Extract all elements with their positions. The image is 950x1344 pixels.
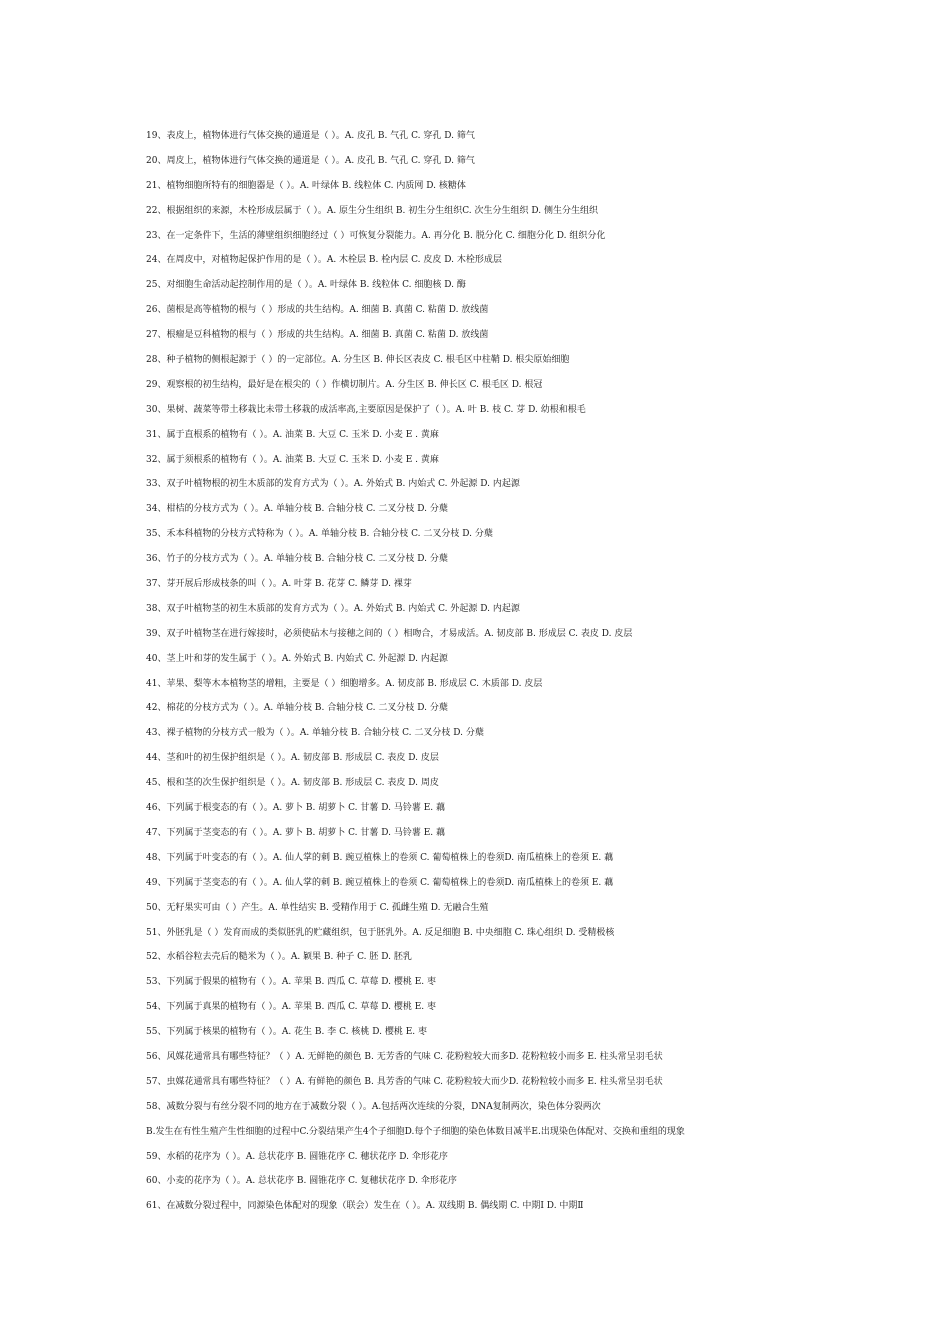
question-line: 46、下列属于根变态的有（ ）。A. 萝卜 B. 胡萝卜 C. 甘薯 D. 马铃薯 E. 藕 <box>146 803 446 814</box>
question-line: 34、柑桔的分枝方式为（ ）。A. 单轴分枝 B. 合轴分枝 C. 二叉分枝 D. 分蘖 <box>146 504 448 515</box>
question-line: 24、在周皮中，对植物起保护作用的是（ ）。A. 木栓层 B. 栓内层 C. 皮皮 D. 木栓形成层 <box>146 255 502 266</box>
question-line: 50、无籽果实可由（ ）产生。A. 单性结实 B. 受精作用于 C. 孤雌生殖 D. 无融合生殖 <box>146 902 489 913</box>
question-line: 21、植物细胞所特有的细胞器是（ ）。A. 叶绿体 B. 线粒体 C. 内质网 D. 核糖体 <box>146 180 466 191</box>
question-line: 52、水稻谷粒去壳后的糙米为（ ）。A. 颖果 B. 种子 C. 胚 D. 胚乳 <box>146 952 412 963</box>
question-line: 57、虫媒花通常具有哪些特征？（ ）A. 有鲜艳的颜色 B. 具芳香的气味 C. 花粉粒较大而少D. 花粉粒较小而多 E. 柱头常呈羽毛状 <box>146 1076 663 1087</box>
question-line: 47、下列属于茎变态的有（ ）。A. 萝卜 B. 胡萝卜 C. 甘薯 D. 马铃薯 E. 藕 <box>146 827 446 838</box>
question-list <box>146 128 846 1223</box>
question-line: 35、禾本科植物的分枝方式特称为（ ）。A. 单轴分枝 B. 合轴分枝 C. 二叉分枝 D. 分蘖 <box>146 529 493 540</box>
question-line: 31、属于直根系的植物有（ ）。A. 油菜 B. 大豆 C. 玉米 D. 小麦 E . 黄麻 <box>146 429 439 440</box>
question-line: B.发生在有性生殖产生性细胞的过程中C.分裂结果产生4个子细胞D.每个子细胞的染色体数目减半E.出现染色体配对、交换和重组的现象 <box>146 1126 685 1137</box>
question-line: 58、减数分裂与有丝分裂不同的地方在于减数分裂（ ）。A.包括两次连续的分裂，DNA复制两次，染色体分裂两次 <box>146 1101 601 1112</box>
question-line: 22、根据组织的来源，木栓形成层属于（ ）。A. 原生分生组织 B. 初生分生组织C. 次生分生组织 D. 侧生分生组织 <box>146 205 598 216</box>
question-line: 59、水稻的花序为（ ）。A. 总状花序 B. 圆锥花序 C. 穗状花序 D. 伞形花序 <box>146 1151 448 1162</box>
question-line: 41、苹果、梨等木本植物茎的增粗，主要是（ ）细胞增多。A. 韧皮部 B. 形成层 C. 木质部 D. 皮层 <box>146 678 543 689</box>
question-line: 33、双子叶植物根的初生木质部的发育方式为（ ）。A. 外始式 B. 内始式 C. 外起源 D. 内起源 <box>146 479 520 490</box>
question-line: 32、属于须根系的植物有（ ）。A. 油菜 B. 大豆 C. 玉米 D. 小麦 E . 黄麻 <box>146 454 439 465</box>
question-line: 40、茎上叶和芽的发生属于（ ）。A. 外始式 B. 内始式 C. 外起源 D. 内起源 <box>146 653 448 664</box>
question-line: 51、外胚乳是（ ）发育而成的类似胚乳的贮藏组织，包于胚乳外。A. 反足细胞 B. 中央细胞 C. 珠心组织 D. 受精极核 <box>146 927 615 938</box>
question-line: 27、根瘤是豆科植物的根与（ ）形成的共生结构。A. 细菌 B. 真菌 C. 粘菌 D. 放线菌 <box>146 330 489 341</box>
question-line: 60、小麦的花序为（ ）。A. 总状花序 B. 圆锥花序 C. 复穗状花序 D. 伞形花序 <box>146 1176 457 1187</box>
question-line: 25、对细胞生命活动起控制作用的是（ ）。A. 叶绿体 B. 线粒体 C. 细胞核 D. 酶 <box>146 280 466 291</box>
question-line: 39、双子叶植物茎在进行嫁接时，必须使砧木与接穗之间的（ ）相吻合，才易成活。A. 韧皮部 B. 形成层 C. 表皮 D. 皮层 <box>146 628 633 639</box>
question-line: 20、周皮上，植物体进行气体交换的通道是（ ）。A. 皮孔 B. 气孔 C. 穿孔 D. 筛气 <box>146 155 475 166</box>
question-line: 61、在减数分裂过程中，同源染色体配对的现象（联会）发生在（ ）。A. 双线期 B. 偶线期 C. 中期Ⅰ D. 中期Ⅱ <box>146 1201 584 1212</box>
question-line: 45、根和茎的次生保护组织是（ ）。A. 韧皮部 B. 形成层 C. 表皮 D. 周皮 <box>146 778 439 789</box>
question-line: 43、裸子植物的分枝方式一般为（ ）。A. 单轴分枝 B. 合轴分枝 C. 二叉分枝 D. 分蘖 <box>146 728 484 739</box>
question-line: 48、下列属于叶变态的有（ ）。A. 仙人掌的刺 B. 豌豆植株上的卷须 C. 葡萄植株上的卷须D. 南瓜植株上的卷须 E. 藕 <box>146 852 614 863</box>
question-line: 44、茎和叶的初生保护组织是（ ）。A. 韧皮部 B. 形成层 C. 表皮 D. 皮层 <box>146 753 439 764</box>
question-line: 29、观察根的初生结构，最好是在根尖的（ ）作横切制片。A. 分生区 B. 伸长区 C. 根毛区 D. 根冠 <box>146 379 543 390</box>
question-line: 55、下列属于核果的植物有（ ）。A. 花生 B. 李 C. 核桃 D. 樱桃 E. 枣 <box>146 1027 428 1038</box>
question-line: 36、竹子的分枝方式为（ ）。A. 单轴分枝 B. 合轴分枝 C. 二叉分枝 D. 分蘖 <box>146 554 448 565</box>
question-line: 23、在一定条件下，生活的薄壁组织细胞经过（ ）可恢复分裂能力。A. 再分化 B. 脱分化 C. 细胞分化 D. 组织分化 <box>146 230 606 241</box>
question-line: 19、表皮上，植物体进行气体交换的通道是（ ）。A. 皮孔 B. 气孔 C. 穿孔 D. 筛气 <box>146 131 475 141</box>
question-line: 28、种子植物的侧根起源于（ ）的一定部位。A. 分生区 B. 伸长区表皮 C. 根毛区中柱鞘 D. 根尖原始细胞 <box>146 355 570 366</box>
question-line: 42、棉花的分枝方式为（ ）。A. 单轴分枝 B. 合轴分枝 C. 二叉分枝 D. 分蘖 <box>146 703 448 714</box>
question-line: 56、风媒花通常具有哪些特征？（ ）A. 无鲜艳的颜色 B. 无芳香的气味 C. 花粉粒较大而多D. 花粉粒较小而多 E. 柱头常呈羽毛状 <box>146 1051 663 1062</box>
question-line: 53、下列属于假果的植物有（ ）。A. 苹果 B. 西瓜 C. 草莓 D. 樱桃 E. 枣 <box>146 977 437 988</box>
question-line: 49、下列属于茎变态的有（ ）。A. 仙人掌的刺 B. 豌豆植株上的卷须 C. 葡萄植株上的卷须D. 南瓜植株上的卷须 E. 藕 <box>146 877 614 888</box>
question-line: 54、下列属于真果的植物有（ ）。A. 苹果 B. 西瓜 C. 草莓 D. 樱桃 E. 枣 <box>146 1002 437 1013</box>
question-line: 37、芽开展后形成枝条的叫（ ）。A. 叶芽 B. 花芽 C. 鳞芽 D. 裸芽 <box>146 579 412 590</box>
question-line: 38、双子叶植物茎的初生木质部的发育方式为（ ）。A. 外始式 B. 内始式 C. 外起源 D. 内起源 <box>146 603 520 614</box>
question-line: 26、菌根是高等植物的根与（ ）形成的共生结构。A. 细菌 B. 真菌 C. 粘菌 D. 放线菌 <box>146 305 489 316</box>
question-line: 30、果树、蔬菜等带土移栽比未带土移栽的成活率高,主要原因是保护了（ ）。A. 叶 B. 枝 C. 芽 D. 幼根和根毛 <box>146 404 586 415</box>
